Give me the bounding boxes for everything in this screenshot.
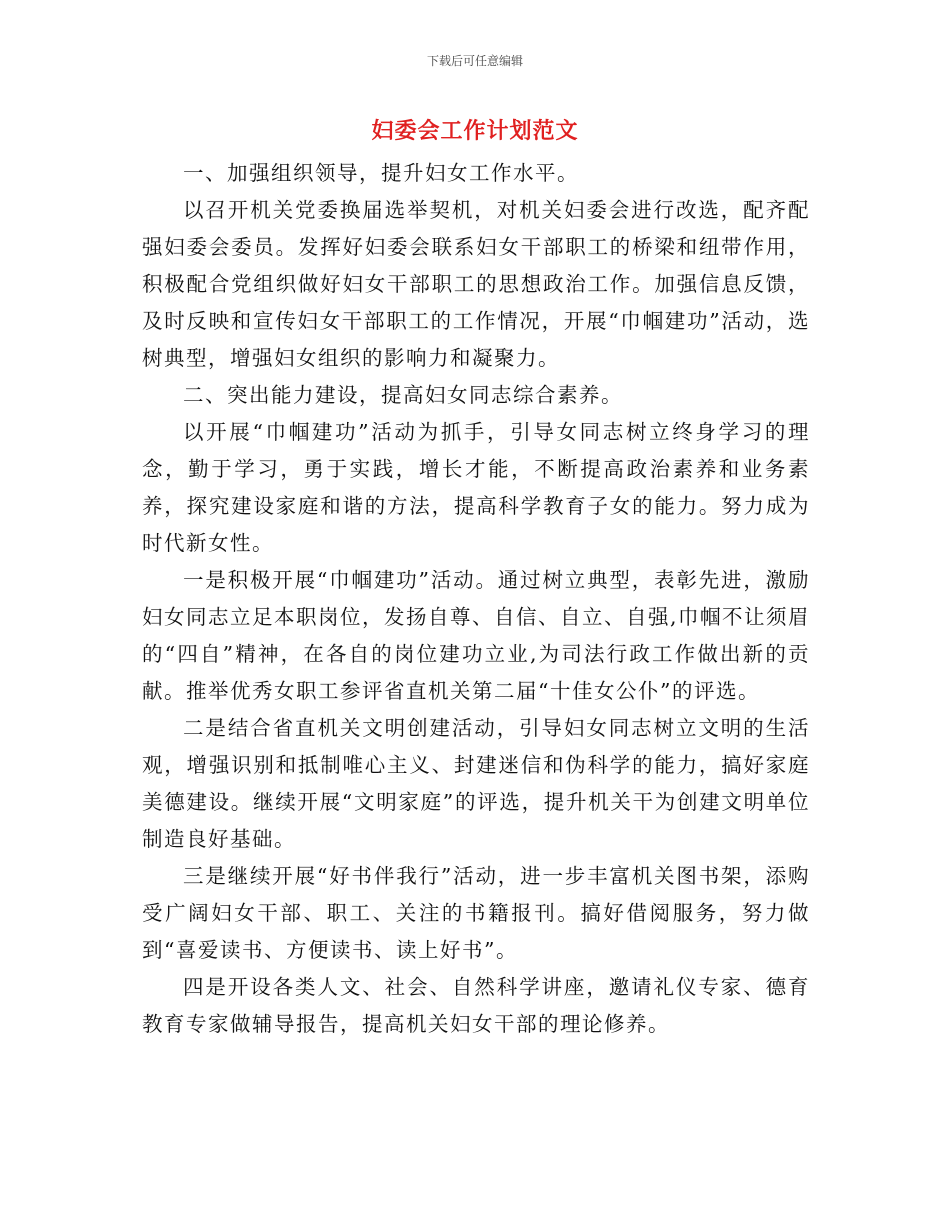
document-body xyxy=(142,155,810,1043)
document-title: 妇委会工作计划范文 xyxy=(371,119,579,144)
section-heading-1: 一、加强组织领导，提升妇女工作水平。 xyxy=(183,161,579,185)
paragraph-item-2: 二是结合省直机关文明创建活动，引导妇女同志树立文明的生活观，增强识别和抵制唯心主义、封建迷信和伪科学的能力，搞好家庭美德建设。继续开展“文明家庭”的评选，提升机关干为创建文明单位制造良好基础。 xyxy=(142,716,810,851)
paragraph-organization: 以召开机关党委换届选举契机，对机关妇委会进行改选，配齐配强妇委会委员。发挥好妇委会联系妇女干部职工的桥梁和纽带作用，积极配合党组织做好妇女干部职工的思想政治工作。加强信息反馈，及时反映和宣传妇女干部职工的工作情况，开展“巾帼建功”活动，选树典型，增强妇女组织的影响力和凝聚力。 xyxy=(142,198,810,370)
section-heading-2: 二、突出能力建设，提高妇女同志综合素养。 xyxy=(183,383,623,407)
paragraph-item-1: 一是积极开展“巾帼建功”活动。通过树立典型，表彰先进，激励妇女同志立足本职岗位，发扬自尊、自信、自立、自强,巾帼不让须眉的“四自”精神，在各自的岗位建功立业,为司法行政工作做出新的贡献。推举优秀女职工参评省直机关第二届“十佳女公仆”的评选。 xyxy=(142,568,811,703)
page-header-note: 下载后可任意编辑 xyxy=(426,54,523,68)
paragraph-capacity: 以开展“巾帼建功”活动为抓手，引导女同志树立终身学习的理念，勤于学习，勇于实践，增长才能，不断提高政治素养和业务素养，探究建设家庭和谐的方法，提高科学教育子女的能力。努力成为时代新女性。 xyxy=(142,420,810,555)
paragraph-item-3: 三是继续开展“好书伴我行”活动，进一步丰富机关图书架，添购受广阔妇女干部、职工、关注的书籍报刊。搞好借阅服务，努力做到“喜爱读书、方便读书、读上好书”。 xyxy=(142,864,810,962)
paragraph-item-4: 四是开设各类人文、社会、自然科学讲座，邀请礼仪专家、德育教育专家做辅导报告，提高机关妇女干部的理论修养。 xyxy=(142,975,810,1036)
